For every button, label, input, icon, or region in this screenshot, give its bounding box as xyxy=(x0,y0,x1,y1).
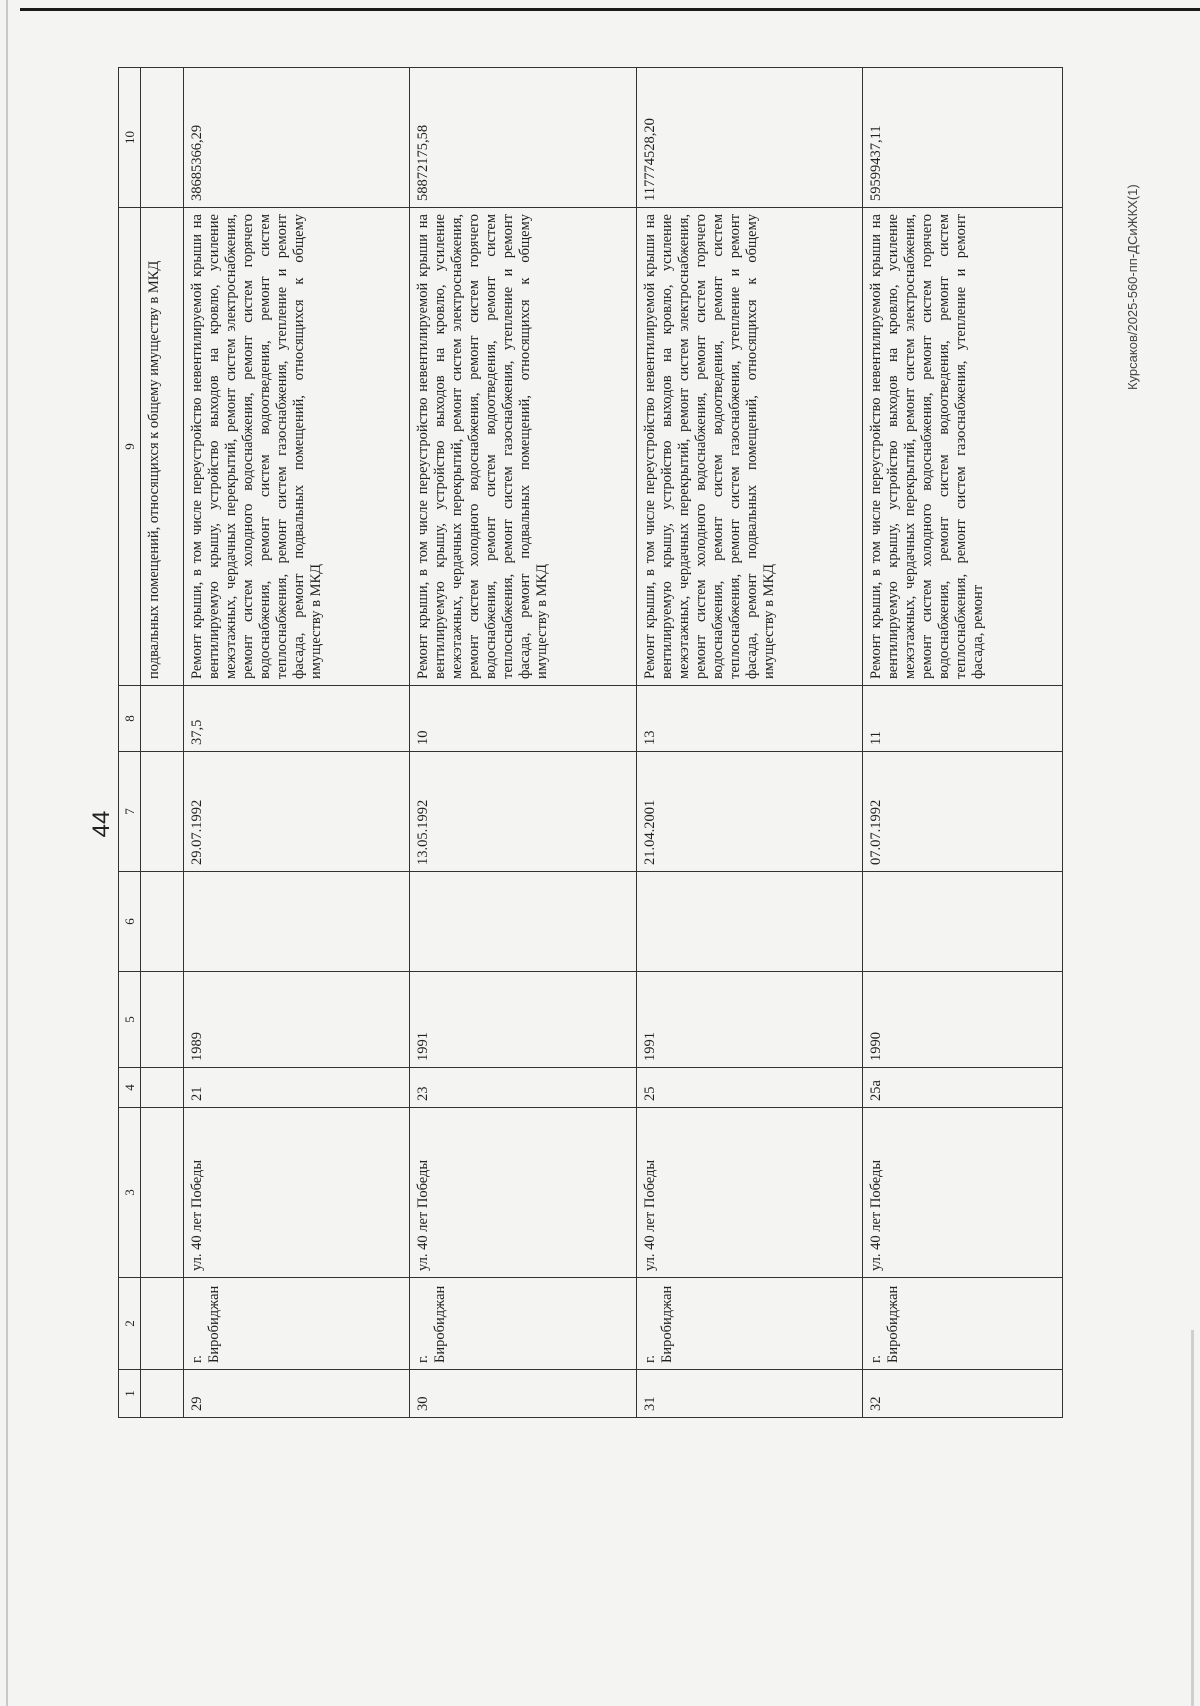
col8-cell: 11 xyxy=(862,686,1062,752)
city-cell: г. Биробиджан xyxy=(410,1278,636,1370)
house-cell: 21 xyxy=(184,1068,410,1108)
repair-table xyxy=(118,67,1063,1418)
row-number: 32 xyxy=(862,1370,1062,1418)
work-cell: Ремонт крыши, в том числе переустройство невентилируемой крыши на вентилируемую крышу, устройство выходов на кровлю, усиление межэтажных, чердачных перекрытий, ремонт систем электроснабжения, ремонт систем холодного водоснабжения, ремонт систем горячего водоснабжения, ремонт систем водоотведения, ремонт систем теплоснабжения, ремонт систем газоснабжения, утепление и ремонт фасада, ремонт подвальных помещений, относящихся к общему имуществу в МКД xyxy=(636,208,862,686)
date-cell: 13.05.1992 xyxy=(410,752,636,872)
col6-cell xyxy=(410,872,636,972)
house-cell: 23 xyxy=(410,1068,636,1108)
year-cell: 1990 xyxy=(862,972,1062,1068)
table-row xyxy=(862,68,1062,1418)
date-cell: 21.04.2001 xyxy=(636,752,862,872)
row-number: 31 xyxy=(636,1370,862,1418)
cost-cell: 58872175,58 xyxy=(410,68,636,208)
city-cell: г. Биробиджан xyxy=(862,1278,1062,1370)
table-row xyxy=(636,68,862,1418)
row-number: 29 xyxy=(184,1370,410,1418)
header-cell: 5 xyxy=(119,972,141,1068)
document-id: Курсаков/2025-560-пп-ДСиЖКХ(1) xyxy=(1125,184,1140,390)
header-cell: 8 xyxy=(119,686,141,752)
cost-cell: 38685366,29 xyxy=(184,68,410,208)
rotated-table-wrapper xyxy=(118,68,1063,1418)
street-cell: ул. 40 лет Победы xyxy=(862,1108,1062,1278)
year-cell: 1989 xyxy=(184,972,410,1068)
city-cell: г. Биробиджан xyxy=(184,1278,410,1370)
col8-cell: 37,5 xyxy=(184,686,410,752)
col6-cell xyxy=(636,872,862,972)
col8-cell: 13 xyxy=(636,686,862,752)
year-cell: 1991 xyxy=(636,972,862,1068)
scan-edge-top xyxy=(20,8,1200,11)
work-cell: Ремонт крыши, в том числе переустройство невентилируемой крыши на вентилируемую крышу, устройство выходов на кровлю, усиление межэтажных, чердачных перекрытий, ремонт систем электроснабжения, ремонт систем холодного водоснабжения, ремонт систем горячего водоснабжения, ремонт систем водоотведения, ремонт систем теплоснабжения, ремонт систем газоснабжения, утепление и ремонт фасада, ремонт xyxy=(862,208,1062,686)
header-row xyxy=(119,68,141,1418)
header-cell: 2 xyxy=(119,1278,141,1370)
continuation-row xyxy=(141,68,184,1418)
scan-edge-right xyxy=(1191,1330,1194,1706)
street-cell: ул. 40 лет Победы xyxy=(636,1108,862,1278)
row-number: 30 xyxy=(410,1370,636,1418)
header-cell: 9 xyxy=(119,208,141,686)
continuation-text: подвальных помещений, относящихся к общему имуществу в МКД xyxy=(141,208,184,686)
city-cell: г. Биробиджан xyxy=(636,1278,862,1370)
house-cell: 25а xyxy=(862,1068,1062,1108)
year-cell: 1991 xyxy=(410,972,636,1068)
street-cell: ул. 40 лет Победы xyxy=(184,1108,410,1278)
col6-cell xyxy=(184,872,410,972)
house-cell: 25 xyxy=(636,1068,862,1108)
header-cell: 3 xyxy=(119,1108,141,1278)
table-row xyxy=(184,68,410,1418)
scan-edge-left xyxy=(6,0,8,1706)
header-cell: 7 xyxy=(119,752,141,872)
col8-cell: 10 xyxy=(410,686,636,752)
page-number: 44 xyxy=(88,810,115,838)
cost-cell: 117774528,20 xyxy=(636,68,862,208)
cost-cell: 59599437,11 xyxy=(862,68,1062,208)
work-cell: Ремонт крыши, в том числе переустройство невентилируемой крыши на вентилируемую крышу, устройство выходов на кровлю, усиление межэтажных, чердачных перекрытий, ремонт систем электроснабжения, ремонт систем холодного водоснабжения, ремонт систем горячего водоснабжения, ремонт систем водоотведения, ремонт систем теплоснабжения, ремонт систем газоснабжения, утепление и ремонт фасада, ремонт подвальных помещений, относящихся к общему имуществу в МКД xyxy=(184,208,410,686)
work-cell: Ремонт крыши, в том числе переустройство невентилируемой крыши на вентилируемую крышу, устройство выходов на кровлю, усиление межэтажных, чердачных перекрытий, ремонт систем электроснабжения, ремонт систем холодного водоснабжения, ремонт систем горячего водоснабжения, ремонт систем водоотведения, ремонт систем теплоснабжения, ремонт систем газоснабжения, утепление и ремонт фасада, ремонт подвальных помещений, относящихся к общему имуществу в МКД xyxy=(410,208,636,686)
date-cell: 29.07.1992 xyxy=(184,752,410,872)
table-row xyxy=(410,68,636,1418)
header-cell: 4 xyxy=(119,1068,141,1108)
date-cell: 07.07.1992 xyxy=(862,752,1062,872)
header-cell: 10 xyxy=(119,68,141,208)
street-cell: ул. 40 лет Победы xyxy=(410,1108,636,1278)
header-cell: 6 xyxy=(119,872,141,972)
header-cell: 1 xyxy=(119,1370,141,1418)
col6-cell xyxy=(862,872,1062,972)
